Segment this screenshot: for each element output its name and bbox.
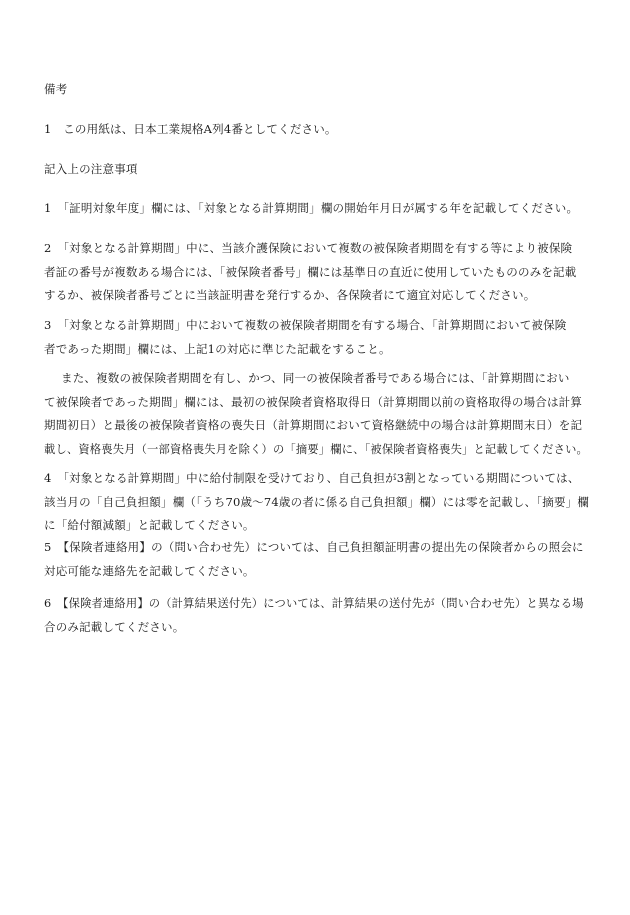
note-line: 4 「対象となる計算期間」中に給付制限を受けており、自己負担が3割となっている期間については、 xyxy=(44,471,580,485)
note-item-2 xyxy=(44,237,590,308)
note-item-1 xyxy=(44,197,590,221)
note-line: て被保険者であった期間」欄には、最初の被保険者資格取得日（計算期間以前の資格取得の場合は計算 xyxy=(44,394,583,409)
remarks-heading xyxy=(44,78,590,102)
notes-heading xyxy=(44,158,590,182)
note-item-5 xyxy=(44,536,590,583)
note-line: 該当月の「自己負担額」欄（「うち70歳～74歳の者に係る自己負担額」欄）には零を記載し、「摘要」欄 xyxy=(44,494,590,509)
note-line: 者であった期間」欄には、上記1の対応に準じた記載をすること。 xyxy=(44,341,391,356)
note-line: 載し、資格喪失月（一部資格喪失月を除く）の「摘要」欄に、「被保険者資格喪失」と記載してください。 xyxy=(44,442,588,456)
note-line: また、複数の被保険者期間を有し、かつ、同一の被保険者番号である場合には、「計算期間におい xyxy=(61,371,570,385)
note-line: 期間初日）と最後の被保険者資格の喪失日（計算期間において資格継続中の場合は計算期間末日）を記 xyxy=(44,418,583,432)
note-line: 6 【保険者連絡用】の（計算結果送付先）については、計算結果の送付先が（問い合わせ先）と異なる場 xyxy=(44,597,584,610)
remarks-heading-text: 備考 xyxy=(44,82,68,96)
note-item-6 xyxy=(44,592,590,639)
remark-item-1-text: 1 この用紙は、日本工業規格A列4番としてください。 xyxy=(44,122,337,136)
note-line: 5 【保険者連絡用】の（問い合わせ先）については、自己負担額証明書の提出先の保険者からの照会に xyxy=(44,540,584,554)
note-line: 者証の番号が複数ある場合には、「被保険者番号」欄には基準日の直近に使用していたもののみを記載 xyxy=(44,264,577,279)
note-line: 1 「証明対象年度」欄には、「対象となる計算期間」欄の開始年月日が属する年を記載してください。 xyxy=(44,201,579,215)
note-line: 合のみ記載してください。 xyxy=(44,619,185,634)
note-line: に「給付額減額」と記載してください。 xyxy=(44,518,255,532)
note-line: 対応可能な連絡先を記載してください。 xyxy=(44,563,255,578)
note-line: するか、被保険者番号ごとに当該証明書を発行するか、各保険者にて適宜対応してください。 xyxy=(44,288,536,302)
note-item-3 xyxy=(44,314,590,361)
note-line: 3 「対象となる計算期間」中において複数の被保険者期間を有する場合、「計算期間において被保険 xyxy=(44,318,567,332)
remark-item-1 xyxy=(44,118,590,142)
notes-heading-text: 記入上の注意事項 xyxy=(44,162,138,176)
note-line: 2 「対象となる計算期間」中に、当該介護保険において複数の被保険者期間を有する等により被保険 xyxy=(44,241,573,255)
note-item-3-continued xyxy=(44,367,590,461)
note-item-4 xyxy=(44,467,590,538)
